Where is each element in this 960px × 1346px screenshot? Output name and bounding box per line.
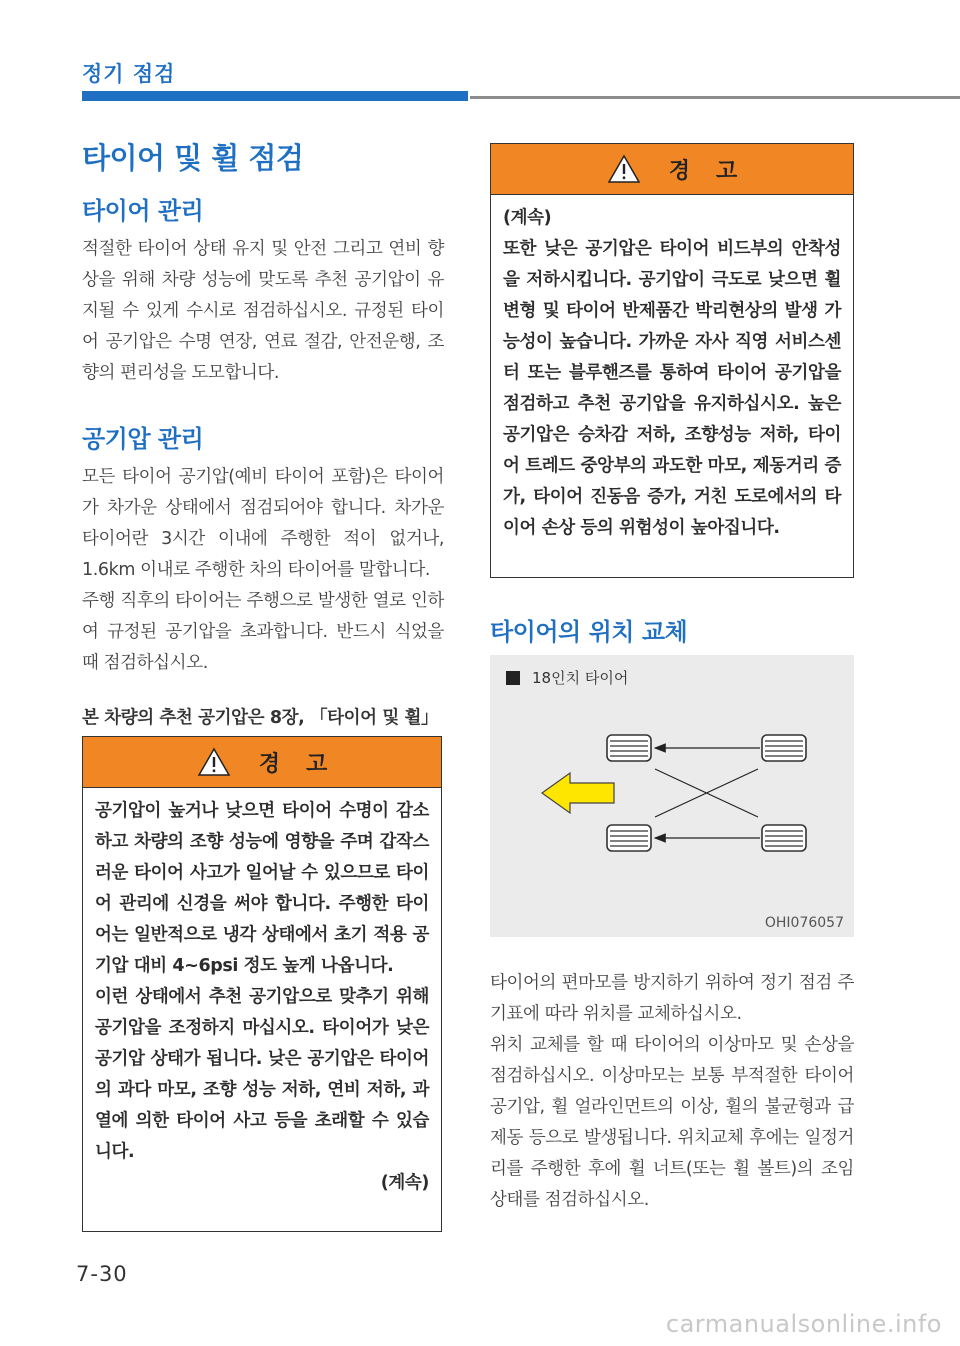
warning-triangle-icon (197, 747, 231, 777)
header-rule (470, 96, 960, 99)
warning-continued-label: (계속) (503, 208, 552, 228)
watermark: carmanualsonline.info (665, 1310, 942, 1338)
pressure-management-text-1: 모든 타이어 공기압(예비 타이어 포함)은 타이어가 차가운 상태에서 점검되어야 합니다. 차가운 타이어란 3시간 이내에 주행한 적이 없거나, 1.6km 이내로 주행한 차의 타이어를 말합니다. (82, 467, 444, 580)
warning-text: 또한 낮은 공기압은 타이어 비드부의 안착성을 저하시킵니다. 공기압이 극도로 낮으면 휠 변형 및 타이어 반제품간 박리현상의 발생 가능성이 높습니다. 가까운 자사 직영 서비스센터 또는 블루핸즈를 통하여 타이어 공기압을 점검하고 추천 공기압을 유지하십시오. 높은 공기압은 승차감 저하, 조향성능 저하, 타이어 트레드 중앙부의 과도한 마모, 제동거리 증가, 타이어 진동음 증가, 거친 도로에서의 타이어 손상 등의 위험성이 높아집니다. (503, 239, 841, 538)
figure-code: OHI076057 (764, 915, 844, 931)
tire-management-heading: 타이어 관리 (82, 197, 204, 225)
header-rule-accent (82, 91, 468, 101)
tire-rear-right-icon (762, 825, 806, 851)
tire-rotation-figure (490, 655, 854, 937)
warning-continued: (계속) (380, 1173, 429, 1193)
warning-box-left (82, 736, 442, 1232)
tire-rear-left-icon (762, 735, 806, 761)
page-number: 7-30 (76, 1262, 128, 1286)
warning-box-right (490, 143, 854, 578)
tire-management-text: 적절한 타이어 상태 유지 및 안전 그리고 연비 향상을 위해 차량 성능에 맞도록 추천 공기압이 유지될 수 있게 수시로 점검하십시오. 규정된 타이어 공기압은 수명 연장, 연료 절감, 안전운행, 조향의 편리성을 도모합니다. (82, 239, 444, 383)
warning-paragraph-2: 이런 상태에서 추천 공기압으로 맞추기 위해 공기압을 조정하지 마십시오. 타이어가 낮은 공기압 상태가 됩니다. 낮은 공기압은 타이어의 과다 마모, 조향 성능 저하, 연비 저하, 과열에 의한 타이어 사고 등을 초래할 수 있습니다. (95, 987, 429, 1162)
rotation-diagram (490, 655, 854, 937)
tire-front-left-icon (607, 735, 651, 761)
warning-title: 경고 (668, 158, 764, 184)
warning-triangle-icon (607, 154, 641, 184)
rotation-text-1: 타이어의 편마모를 방지하기 위하여 정기 점검 주기표에 따라 위치를 교체하십시오. (490, 973, 854, 1024)
section-title: 정기 점검 (82, 62, 176, 86)
warning-body (83, 788, 441, 1209)
tire-front-right-icon (607, 825, 651, 851)
forward-direction-arrow-icon (542, 773, 614, 813)
pressure-management-text-2: 주행 직후의 타이어는 주행으로 발생한 열로 인하여 규정된 공기압을 초과합니다. 반드시 식었을 때 점검하십시오. (82, 591, 444, 673)
tire-rotation-heading: 타이어의 위치 교체 (490, 618, 688, 646)
page-title: 타이어 및 휠 점검 (82, 141, 304, 175)
warning-header (83, 737, 441, 788)
warning-paragraph-1: 공기압이 높거나 낮으면 타이어 수명이 감소하고 차량의 조향 성능에 영향을 주며 갑작스러운 타이어 사고가 일어날 수 있으므로 타이어 관리에 신경을 써야 합니다. 주행한 타이어는 일반적으로 냉각 상태에서 초기 적용 공기압 대비 4~6psi 정도 높게 나옵니다. (95, 801, 429, 976)
pressure-management-heading: 공기압 관리 (82, 425, 204, 453)
pressure-reference-note: 본 차량의 추천 공기압은 8장, 「타이어 및 휠」 (82, 708, 439, 728)
figure-label-text: 18인치 타이어 (532, 669, 629, 687)
left-column (82, 136, 444, 765)
warning-body (491, 195, 853, 554)
warning-header (491, 144, 853, 195)
rotation-text (490, 960, 854, 1216)
rotation-text-2: 위치 교체를 할 때 타이어의 이상마모 및 손상을 점검하십시오. 이상마모는 보통 부적절한 타이어 공기압, 휠 얼라인먼트의 이상, 휠의 불균형과 급제동 등으로 발생됩니다. 위치교체 후에는 일정거리를 주행한 후에 휠 너트(또는 휠 볼트)의 조임 상태를 점검하십시오. (490, 1035, 854, 1210)
warning-title: 경고 (258, 751, 354, 777)
